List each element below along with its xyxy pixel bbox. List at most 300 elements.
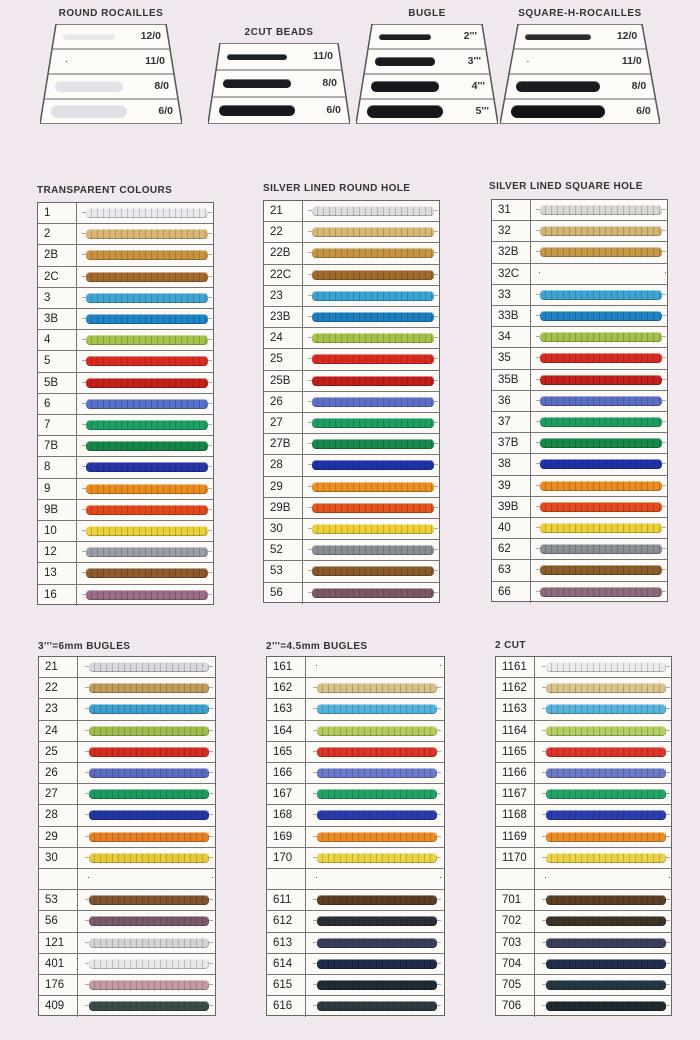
- bead-strand: [86, 484, 208, 494]
- color-row: [492, 221, 667, 242]
- color-code: 1168: [496, 805, 535, 825]
- color-code: 1165: [496, 742, 535, 762]
- color-code: 2: [38, 224, 77, 244]
- color-code: 66: [492, 582, 531, 603]
- bead-strand: [86, 272, 208, 282]
- bead-strand: [540, 226, 662, 236]
- bead-strand: [89, 683, 209, 693]
- bead-strand: [312, 376, 434, 386]
- color-row: [492, 412, 667, 433]
- color-code: 22: [39, 678, 78, 698]
- color-row: [264, 222, 439, 243]
- color-row: [267, 657, 444, 678]
- bead-strand: [540, 353, 662, 363]
- color-code: 38: [492, 454, 531, 474]
- bead-strand: [540, 417, 662, 427]
- bead-strand: [86, 462, 208, 472]
- size-row: [221, 43, 337, 70]
- bead-strand: [86, 356, 208, 366]
- bead-strand: [86, 208, 208, 218]
- color-row: [496, 954, 671, 975]
- panel-title: SILVER LINED SQUARE HOLE: [489, 181, 643, 192]
- bead-strand: [312, 291, 434, 301]
- color-row: [267, 996, 444, 1017]
- bead-strand: [89, 916, 209, 926]
- bead-strand: [525, 34, 592, 40]
- color-code: 1164: [496, 721, 535, 741]
- color-code: 25B: [264, 371, 303, 391]
- color-row: [492, 539, 667, 560]
- color-row: [496, 678, 671, 699]
- color-row: [264, 519, 439, 540]
- color-row: [39, 699, 215, 720]
- color-code: 5B: [38, 373, 77, 393]
- color-row: [38, 542, 213, 563]
- color-row: [39, 996, 215, 1017]
- color-row: [496, 975, 671, 996]
- color-code: 63: [492, 560, 531, 580]
- color-row: [264, 286, 439, 307]
- bead-strand: [546, 726, 666, 736]
- color-row: [264, 583, 439, 604]
- color-row: [38, 563, 213, 584]
- color-code: 2C: [38, 267, 77, 287]
- bead-strand: [86, 590, 208, 600]
- color-row: [264, 455, 439, 476]
- color-row: [38, 585, 213, 606]
- color-code: 616: [267, 996, 306, 1017]
- bead-strand: [546, 959, 666, 969]
- empty-dot: ·: [439, 660, 442, 670]
- bead-strand: [546, 704, 666, 714]
- bead-strand: [540, 587, 662, 597]
- color-row: [264, 307, 439, 328]
- bead-strand: [371, 81, 439, 91]
- bead-strand: [379, 34, 431, 40]
- bead-strand: [86, 229, 208, 239]
- color-code: 31: [492, 200, 531, 220]
- bead-strand: [89, 853, 209, 863]
- color-row: [492, 476, 667, 497]
- bead-strand: [89, 980, 209, 990]
- size-panel-3: [356, 8, 498, 124]
- bead-strand: [540, 438, 662, 448]
- bead-strand: [546, 768, 666, 778]
- bead-strand: [63, 34, 115, 40]
- bead-strand: [89, 704, 209, 714]
- bead-strand: [546, 1001, 666, 1011]
- color-code: 36: [492, 391, 531, 411]
- bead-strand: [317, 959, 437, 969]
- color-row: [267, 763, 444, 784]
- color-code: 1167: [496, 784, 535, 804]
- bead-strand: [86, 420, 208, 430]
- color-code: 27: [264, 413, 303, 433]
- bead-strand: [86, 293, 208, 303]
- bead-strand: [317, 747, 437, 757]
- color-code: 23: [264, 286, 303, 306]
- color-row: [38, 203, 213, 224]
- empty-dot: ·: [211, 872, 214, 882]
- color-code: [267, 869, 306, 889]
- color-code: 704: [496, 954, 535, 974]
- bead-strand: [312, 312, 434, 322]
- bead-strand: [367, 105, 443, 118]
- bead-strand: [312, 270, 434, 280]
- color-code: 40: [492, 518, 531, 538]
- bead-strand: [317, 853, 437, 863]
- color-row: [264, 434, 439, 455]
- color-code: 35: [492, 348, 531, 368]
- color-code: 35B: [492, 370, 531, 390]
- color-code: 52: [264, 540, 303, 560]
- color-code: 176: [39, 975, 78, 995]
- bead-strand: [86, 378, 208, 388]
- empty-dot: ·: [315, 872, 318, 882]
- color-row: [264, 413, 439, 434]
- color-row: [496, 742, 671, 763]
- color-code: 25: [264, 349, 303, 369]
- color-row: [492, 582, 667, 603]
- size-row: [519, 24, 642, 49]
- bead-strand: [516, 81, 601, 91]
- size-panel-title: 2CUT BEADS: [244, 27, 314, 38]
- color-code: 37B: [492, 433, 531, 453]
- color-row: [38, 288, 213, 309]
- bead-strand: [540, 459, 662, 469]
- color-row: [492, 497, 667, 518]
- color-code: 34: [492, 327, 531, 347]
- color-row: [264, 392, 439, 413]
- bead-strand: [540, 523, 662, 533]
- color-row: [492, 306, 667, 327]
- color-code: 32: [492, 221, 531, 241]
- bead-strand: [317, 895, 437, 905]
- empty-dot: ·: [315, 660, 318, 670]
- color-code: 702: [496, 911, 535, 931]
- color-code: 401: [39, 954, 78, 974]
- bead-strand: [89, 662, 209, 672]
- bead-strand: [540, 332, 662, 342]
- color-code: 1161: [496, 657, 535, 677]
- size-label: 11/0: [621, 55, 642, 67]
- color-code: 26: [264, 392, 303, 412]
- empty-dot: ·: [439, 872, 442, 882]
- color-code: 7: [38, 415, 77, 435]
- color-row: [264, 201, 439, 222]
- bead-strand: [312, 545, 434, 555]
- bead-strand: [86, 526, 208, 536]
- bead-strand: [546, 789, 666, 799]
- color-row: [496, 848, 671, 869]
- color-code: 56: [39, 911, 78, 931]
- color-panel-4: [38, 656, 216, 1016]
- color-code: 33: [492, 285, 531, 305]
- bead-strand: [317, 726, 437, 736]
- empty-dot: ·: [664, 266, 667, 277]
- panel-title: 3'''=6mm BUGLES: [38, 641, 131, 652]
- bead-strand: [375, 57, 435, 65]
- bead-strand: [51, 105, 127, 118]
- bead-strand: [312, 588, 434, 598]
- bead-strand: [223, 79, 291, 87]
- size-row: [45, 99, 177, 124]
- bead-strand: [540, 311, 662, 321]
- color-code: 162: [267, 678, 306, 698]
- bead-strand: [317, 1001, 437, 1011]
- color-code: 22C: [264, 265, 303, 285]
- color-row: [264, 243, 439, 264]
- panel-title: TRANSPARENT COLOURS: [37, 185, 173, 196]
- bead-strand: [312, 248, 434, 258]
- color-code: 30: [39, 848, 78, 868]
- color-code: 165: [267, 742, 306, 762]
- color-row: [38, 415, 213, 436]
- color-row: [38, 245, 213, 266]
- color-code: 167: [267, 784, 306, 804]
- color-row: [492, 285, 667, 306]
- color-row: [264, 349, 439, 370]
- bead-strand: [86, 399, 208, 409]
- bead-strand: [86, 335, 208, 345]
- bead-strand: [89, 768, 209, 778]
- color-code: 706: [496, 996, 535, 1017]
- color-row: [39, 657, 215, 678]
- color-row: [496, 721, 671, 742]
- color-code: 163: [267, 699, 306, 719]
- size-label: 12/0: [616, 30, 638, 42]
- color-code: 62: [492, 539, 531, 559]
- panel-title: 2'''=4.5mm BUGLES: [266, 641, 368, 652]
- color-row: [496, 805, 671, 826]
- color-code: 166: [267, 763, 306, 783]
- color-code: 12: [38, 542, 77, 562]
- bead-strand: [546, 895, 666, 905]
- color-row: [39, 848, 215, 869]
- bead-strand: [540, 565, 662, 575]
- color-code: 33B: [492, 306, 531, 326]
- bead-strand: [89, 726, 209, 736]
- color-code: 2B: [38, 245, 77, 265]
- color-panel-6: [495, 656, 672, 1016]
- color-code: 25: [39, 742, 78, 762]
- color-row: [38, 500, 213, 521]
- size-row: [365, 74, 489, 99]
- size-label: 11/0: [313, 50, 333, 62]
- bead-strand: [546, 662, 666, 672]
- color-code: 6: [38, 394, 77, 414]
- color-row: [267, 827, 444, 848]
- color-row: [267, 848, 444, 869]
- bead-strand: [227, 54, 287, 60]
- color-row: [39, 975, 215, 996]
- size-row: [53, 49, 169, 74]
- color-row: [492, 264, 667, 285]
- empty-dot: ·: [87, 872, 90, 882]
- color-code: 9: [38, 479, 77, 499]
- color-code: 613: [267, 933, 306, 953]
- size-row: [213, 97, 345, 124]
- size-label: 5''': [475, 105, 489, 117]
- color-row: [492, 518, 667, 539]
- color-code: 611: [267, 890, 306, 910]
- color-row: [38, 457, 213, 478]
- color-row: [496, 657, 671, 678]
- color-code: 16: [38, 585, 77, 606]
- color-code: 703: [496, 933, 535, 953]
- color-code: 13: [38, 563, 77, 583]
- color-code: 22B: [264, 243, 303, 263]
- color-row: [496, 890, 671, 911]
- color-panel-2: [263, 200, 440, 603]
- bead-strand: [86, 547, 208, 557]
- color-code: [39, 869, 78, 889]
- bead-strand: [86, 568, 208, 578]
- bead-strand: [546, 832, 666, 842]
- color-row: [496, 827, 671, 848]
- bead-strand: [546, 916, 666, 926]
- color-row: [496, 869, 671, 890]
- empty-dot: ·: [544, 872, 547, 882]
- color-row: [38, 224, 213, 245]
- color-row: [264, 371, 439, 392]
- bead-strand: [312, 439, 434, 449]
- bead-strand: [546, 810, 666, 820]
- color-row: [492, 200, 667, 221]
- bead-strand: [86, 314, 208, 324]
- color-panel-1: [37, 202, 214, 605]
- size-row: [373, 24, 481, 49]
- bead-strand: [312, 503, 434, 513]
- color-row: [39, 805, 215, 826]
- color-code: 30: [264, 519, 303, 539]
- color-code: 615: [267, 975, 306, 995]
- color-row: [39, 678, 215, 699]
- color-row: [38, 436, 213, 457]
- color-row: [264, 328, 439, 349]
- color-code: 1170: [496, 848, 535, 868]
- bead-strand: [89, 895, 209, 905]
- color-row: [38, 351, 213, 372]
- color-code: 164: [267, 721, 306, 741]
- size-label: 4''': [471, 80, 485, 92]
- color-code: 409: [39, 996, 78, 1017]
- color-code: 26: [39, 763, 78, 783]
- color-row: [39, 827, 215, 848]
- color-row: [492, 327, 667, 348]
- color-row: [264, 561, 439, 582]
- color-row: [39, 933, 215, 954]
- bead-strand: [540, 290, 662, 300]
- color-row: [38, 267, 213, 288]
- color-row: [39, 911, 215, 932]
- size-row: [49, 74, 173, 99]
- color-row: [39, 954, 215, 975]
- color-row: [267, 678, 444, 699]
- color-code: 614: [267, 954, 306, 974]
- bead-strand: [89, 789, 209, 799]
- color-row: [492, 370, 667, 391]
- size-panel-title: SQUARE-H-ROCAILLES: [518, 8, 642, 19]
- bead-strand: [317, 938, 437, 948]
- bead-strand: [312, 482, 434, 492]
- size-panel-1: [40, 8, 182, 124]
- size-label: 8/0: [631, 80, 647, 92]
- color-row: [39, 784, 215, 805]
- bead-strand: [540, 502, 662, 512]
- bead-strand: [86, 441, 208, 451]
- color-row: [492, 391, 667, 412]
- size-panel-title: ROUND ROCAILLES: [58, 8, 164, 19]
- color-code: 32B: [492, 242, 531, 262]
- bead-strand: [312, 460, 434, 470]
- color-row: [267, 954, 444, 975]
- color-code: 3: [38, 288, 77, 308]
- bead-strand: [540, 396, 662, 406]
- color-code: 10: [38, 521, 77, 541]
- color-code: 21: [39, 657, 78, 677]
- bead-strand: [312, 206, 434, 216]
- color-row: [267, 975, 444, 996]
- color-row: [496, 996, 671, 1017]
- color-row: [267, 869, 444, 890]
- size-row: [505, 99, 655, 124]
- bead-strand: [317, 704, 437, 714]
- bead-strand: [89, 810, 209, 820]
- color-code: 24: [264, 328, 303, 348]
- color-row: [38, 521, 213, 542]
- color-row: [39, 721, 215, 742]
- size-panel-2: [208, 27, 350, 124]
- color-code: 701: [496, 890, 535, 910]
- bead-strand: [546, 747, 666, 757]
- color-code: 56: [264, 583, 303, 604]
- color-code: 39: [492, 476, 531, 496]
- size-row: [57, 24, 165, 49]
- panel-title: SILVER LINED ROUND HOLE: [263, 183, 411, 194]
- color-row: [492, 560, 667, 581]
- color-row: [267, 890, 444, 911]
- color-row: [496, 699, 671, 720]
- color-code: 23: [39, 699, 78, 719]
- color-code: 1169: [496, 827, 535, 847]
- color-code: 37: [492, 412, 531, 432]
- color-row: [267, 911, 444, 932]
- color-code: 5: [38, 351, 77, 371]
- color-row: [267, 805, 444, 826]
- empty-dot: ·: [538, 266, 541, 277]
- color-code: 9B: [38, 500, 77, 520]
- color-code: 53: [264, 561, 303, 581]
- color-code: 8: [38, 457, 77, 477]
- color-row: [496, 763, 671, 784]
- size-row: [217, 70, 341, 97]
- bead-strand: [546, 683, 666, 693]
- color-code: 28: [39, 805, 78, 825]
- bead-strand: [540, 481, 662, 491]
- color-row: [264, 540, 439, 561]
- size-row: [514, 49, 646, 74]
- bead-strand: [546, 938, 666, 948]
- color-row: [264, 498, 439, 519]
- color-code: 24: [39, 721, 78, 741]
- size-label: 6/0: [326, 104, 341, 116]
- color-row: [496, 933, 671, 954]
- color-row: [39, 742, 215, 763]
- size-row: [361, 99, 493, 124]
- color-code: 53: [39, 890, 78, 910]
- bead-strand: [312, 397, 434, 407]
